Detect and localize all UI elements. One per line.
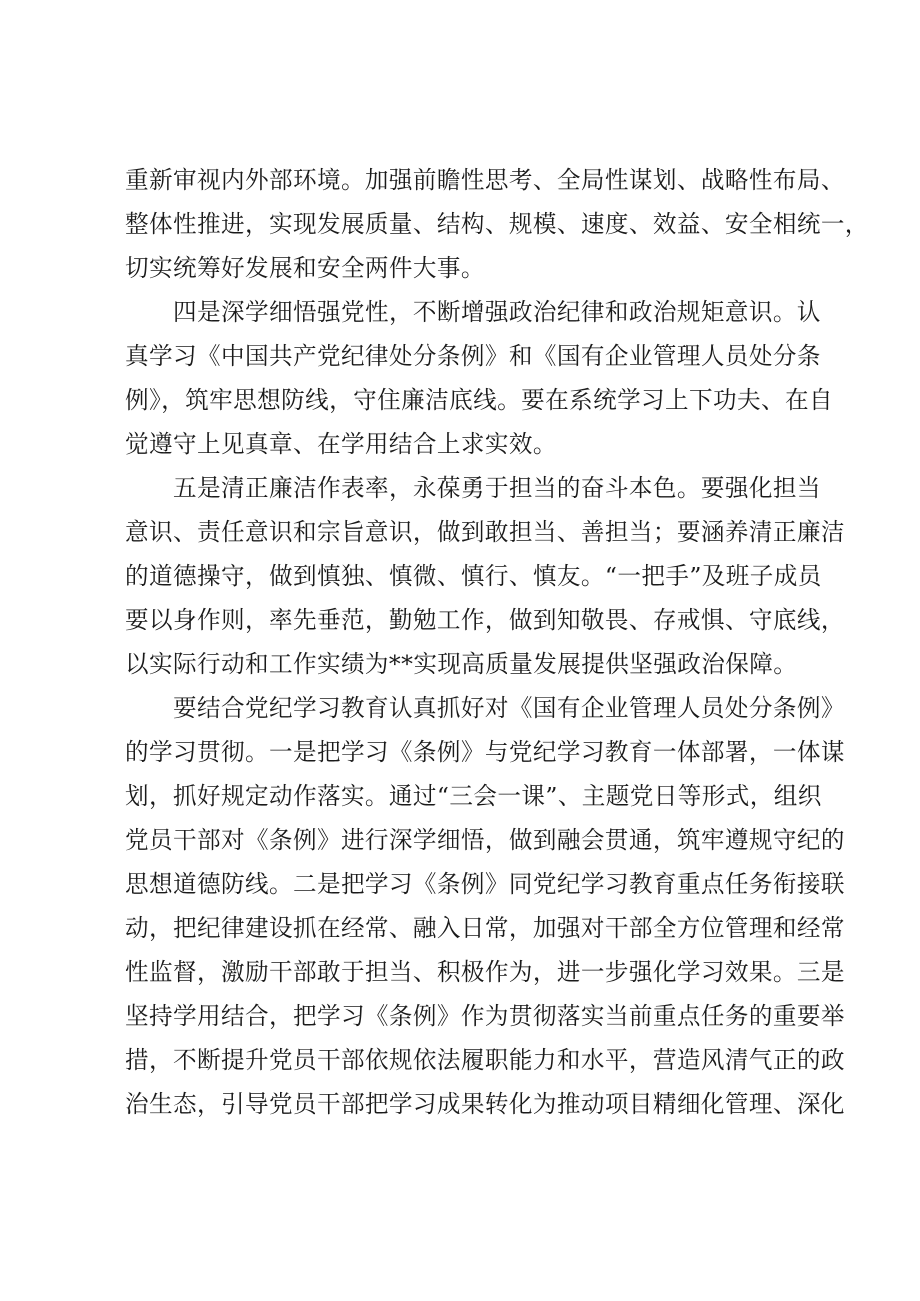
paragraph-line: 治生态，引导党员干部把学习成果转化为推动项目精细化管理、深化 [125, 1090, 845, 1118]
paragraph-line: 坚持学用结合，把学习《条例》作为贯彻落实当前重点任务的重要举 [125, 1002, 845, 1030]
paragraph-line: 动，把纪律建设抓在经常、融入日常，加强对干部全方位管理和经常 [125, 914, 845, 942]
paragraph-line: 重新审视内外部环境。加强前瞻性思考、全局性谋划、战略性布局、 [125, 166, 845, 194]
paragraph-line: 四是深学细悟强党性，不断增强政治纪律和政治规矩意识。认 [173, 298, 821, 326]
paragraph-line: 以实际行动和工作实绩为**实现高质量发展提供坚强政治保障。 [125, 650, 798, 678]
paragraph-line: 切实统筹好发展和安全两件大事。 [125, 254, 485, 282]
paragraph-line: 觉遵守上见真章、在学用结合上求实效。 [125, 430, 557, 458]
paragraph-line: 要以身作则，率先垂范，勤勉工作，做到知敬畏、存戒惧、守底线， [125, 606, 845, 634]
paragraph-line: 五是清正廉洁作表率，永葆勇于担当的奋斗本色。要强化担当 [173, 474, 821, 502]
paragraph-line: 真学习《中国共产党纪律处分条例》和《国有企业管理人员处分条 [125, 342, 821, 370]
paragraph-line: 例》，筑牢思想防线，守住廉洁底线。要在系统学习上下功夫、在自 [125, 386, 834, 414]
paragraph-line: 意识、责任意识和宗旨意识，做到敢担当、善担当；要涵养清正廉洁 [125, 518, 845, 546]
paragraph-line: 党员干部对《条例》进行深学细悟，做到融会贯通，筑牢遵规守纪的 [125, 826, 845, 854]
paragraph-line: 性监督，激励干部敢于担当、积极作为，进一步强化学习效果。三是 [125, 958, 845, 986]
paragraph-line: 措，不断提升党员干部依规依法履职能力和水平，营造风清气正的政 [125, 1046, 845, 1074]
paragraph-line: 的学习贯彻。一是把学习《条例》与党纪学习教育一体部署，一体谋 [125, 738, 845, 766]
paragraph-line: 整体性推进，实现发展质量、结构、规模、速度、效益、安全相统一， [125, 210, 869, 238]
paragraph-line: 划，抓好规定动作落实。通过“三会一课”、主题党日等形式，组织 [125, 782, 822, 810]
paragraph-line: 思想道德防线。二是把学习《条例》同党纪学习教育重点任务衔接联 [125, 870, 845, 898]
paragraph-line: 要结合党纪学习教育认真抓好对《国有企业管理人员处分条例》 [173, 694, 845, 722]
paragraph-line: 的道德操守，做到慎独、慎微、慎行、慎友。“一把手”及班子成员 [125, 562, 822, 590]
